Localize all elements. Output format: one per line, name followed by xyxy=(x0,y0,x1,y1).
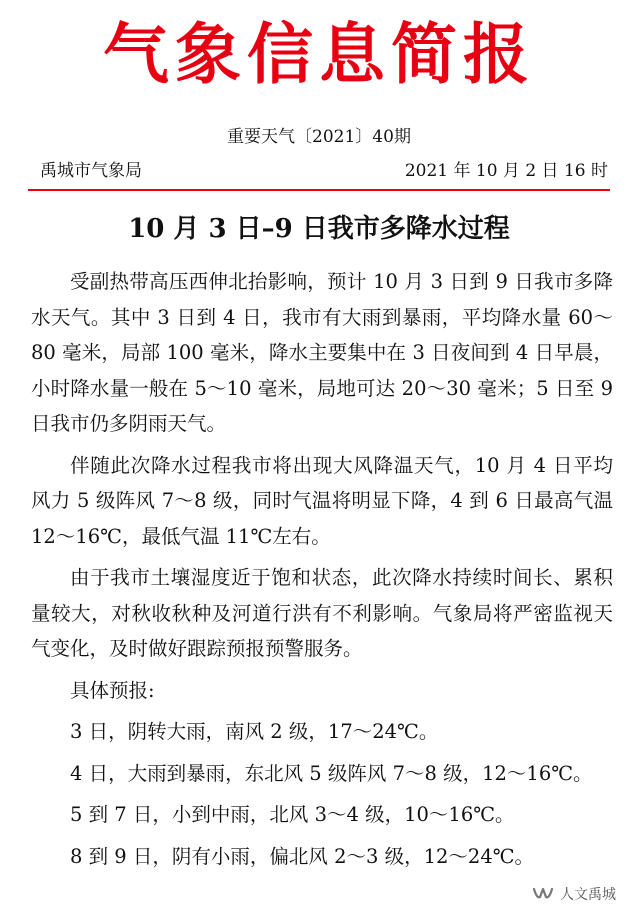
forecast-heading: 具体预报: xyxy=(70,678,155,702)
issuer-name: 禹城市气象局 xyxy=(40,161,142,181)
masthead-title: 气象信息简报 xyxy=(103,16,535,93)
paragraph-impact: 由于我市土壤湿度近于饱和状态，此次降水持续时间长、累积量较大，对秋收秋种及河道行洪有不利影响。气象局将严密监视天气变化，及时做好跟踪预报预警服务。 xyxy=(31,566,613,660)
forecast-item-day-8-9: 8 到 9 日，阴有小雨，偏北风 2～3 级，12～24℃。 xyxy=(70,844,535,868)
watermark xyxy=(532,884,616,904)
forecast-item-day-5-7: 5 到 7 日，小到中雨，北风 3～4 级，10～16℃。 xyxy=(70,803,515,826)
wechat-channel-icon xyxy=(532,885,554,903)
paragraph-wind-temperature: 伴随此次降水过程我市将出现大风降温天气，10 月 4 日平均风力 5 级阵风 7～8 级，同时气温将明显下降，4 到 6 日最高气温 12～16℃，最低气温 11℃左右。 xyxy=(31,453,613,548)
paragraph-rainfall: 受副热带高压西伸北抬影响，预计 10 月 3 日到 9 日我市多降水天气。其中 3 日到 4 日，我市有大雨到暴雨，平均降水量 60～80 毫米，局部 100 毫米，降水主要集中在 3 日夜间到 4 日早晨，小时降水量一般在 5～10 毫米，局地可达 20～30 毫米；5 日至 9 日我市仍多阴雨天气。 xyxy=(31,270,613,435)
article-headline: 10 月 3 日–9 日我市多降水过程 xyxy=(128,214,510,244)
header-divider xyxy=(28,189,610,191)
forecast-item-day-3: 3 日，阴转大雨，南风 2 级，17～24℃。 xyxy=(70,720,439,743)
article-body xyxy=(31,264,613,874)
forecast-item-day-4: 4 日，大雨到暴雨，东北风 5 级阵风 7～8 级，12～16℃。 xyxy=(70,761,593,785)
issue-date: 2021 年 10 月 2 日 16 时 xyxy=(404,161,608,181)
issue-number: 重要天气〔2021〕40期 xyxy=(227,127,411,147)
watermark-label: 人文禹城 xyxy=(560,887,616,903)
